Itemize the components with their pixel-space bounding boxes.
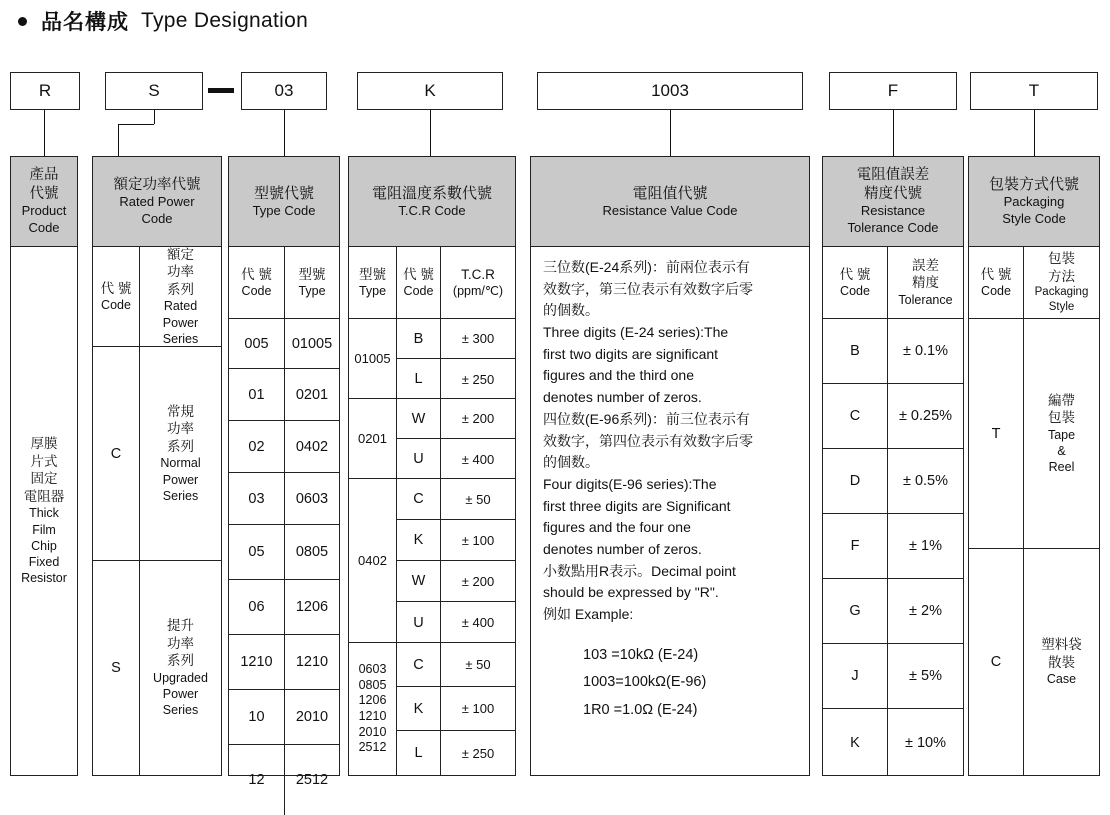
table-row xyxy=(396,643,515,687)
header-en-line1: Packaging xyxy=(1003,194,1065,210)
desc-line: Three digits (E-24 series):The xyxy=(543,324,729,341)
type-code-cell: 005 xyxy=(244,335,269,352)
example-line: 1003=100kΩ(E-96) xyxy=(583,674,707,691)
desc-line: figures and the third one xyxy=(543,367,694,384)
resistance-header xyxy=(531,157,809,247)
sub-en: Tolerance xyxy=(898,292,953,307)
sub-cn: 方法 xyxy=(1048,268,1075,284)
sub-en: Series xyxy=(162,331,199,346)
code-box-product xyxy=(10,72,80,110)
table-row xyxy=(229,421,339,473)
tolerance-code-cell: C xyxy=(849,408,861,424)
row-cn: 提升 xyxy=(167,618,194,634)
sub-cn: 代 號 xyxy=(100,280,132,296)
type-name-cell: 0805 xyxy=(284,525,339,579)
type-name-cell: 1210 xyxy=(284,635,339,689)
header-cn: 型號代號 xyxy=(253,184,314,202)
subheader-type xyxy=(284,247,339,318)
packaging-row-case xyxy=(969,549,1099,775)
type-code-cell: 03 xyxy=(248,490,265,507)
header-cn: 包裝方式代號 xyxy=(988,176,1079,194)
table-row xyxy=(229,635,339,690)
code-box-type xyxy=(241,72,327,110)
connector xyxy=(1034,124,1035,156)
column-tolerance-code xyxy=(822,156,964,776)
group-rows xyxy=(396,399,515,478)
header-cn-line2: 代號 xyxy=(29,185,59,202)
subheader-code xyxy=(823,247,887,318)
body-en: Resistor xyxy=(21,571,67,586)
table-row xyxy=(396,399,515,439)
group-rows xyxy=(396,479,515,642)
connector xyxy=(154,110,155,124)
group-type-line: 2512 xyxy=(358,740,387,755)
tcr-code-cell: L xyxy=(396,731,440,775)
sub-cn: 系列 xyxy=(167,281,194,297)
tcr-value-cell: ± 250 xyxy=(440,359,515,399)
type-name-cell: 0201 xyxy=(284,369,339,420)
row-en: Reel xyxy=(1048,460,1075,475)
tcr-value-cell: ± 50 xyxy=(440,643,515,686)
row-en: Series xyxy=(162,703,199,718)
column-tcr-code xyxy=(348,156,516,776)
code-box-packaging xyxy=(970,72,1098,110)
page-title xyxy=(18,6,308,36)
table-row xyxy=(823,644,963,709)
subheader-tolerance xyxy=(887,247,963,318)
group-rows xyxy=(396,643,515,775)
column-product-code xyxy=(10,156,78,776)
desc-line: 的個数。 xyxy=(543,454,599,471)
group-type-line: 1210 xyxy=(358,709,387,723)
header-en-line2: Style Code xyxy=(1002,211,1066,227)
rated-power-row-normal xyxy=(93,347,221,561)
type-name-cell: 01005 xyxy=(284,319,339,368)
row-en: Normal xyxy=(160,456,201,471)
sub-cn: T.C.R xyxy=(461,266,495,282)
desc-line: first two digits are significant xyxy=(543,345,719,362)
tcr-value-cell: ± 300 xyxy=(440,319,515,358)
row-en: Power xyxy=(162,687,199,702)
table-row xyxy=(396,602,515,643)
type-subheader xyxy=(229,247,339,319)
body-en: Film xyxy=(32,522,56,537)
header-en-line2: Tolerance Code xyxy=(847,220,939,236)
row-en: Power xyxy=(162,472,199,487)
sub-en: Power xyxy=(162,315,199,330)
tcr-value-cell: ± 200 xyxy=(440,561,515,601)
column-rated-power-code xyxy=(92,156,222,776)
title-chinese: 品名構成 xyxy=(41,11,129,34)
desc-line: figures and the four one xyxy=(543,519,691,536)
packaging-subheader xyxy=(969,247,1099,319)
tcr-group-large xyxy=(349,643,515,775)
connector xyxy=(44,128,45,156)
sub-cn: 誤差 xyxy=(912,257,939,273)
desc-line: should be expressed by "R". xyxy=(543,584,719,601)
table-row xyxy=(396,479,515,520)
body-cn: 固定 xyxy=(30,471,58,487)
subheader-code xyxy=(93,247,139,346)
tcr-header xyxy=(349,157,515,247)
tolerance-value-cell: ± 10% xyxy=(887,709,963,776)
rated-power-row-upgraded xyxy=(93,561,221,775)
tcr-code-cell: W xyxy=(396,399,440,438)
sub-cn: 型號 xyxy=(359,266,386,282)
column-resistance-value-code xyxy=(530,156,810,776)
table-row xyxy=(229,745,339,815)
tolerance-value-cell: ± 0.1% xyxy=(887,319,963,383)
table-row xyxy=(396,319,515,359)
sub-en: Style xyxy=(1048,301,1075,314)
packaging-code-cell: C xyxy=(990,654,1002,670)
row-series xyxy=(139,347,221,560)
code-value: 03 xyxy=(274,81,294,100)
row-code: C xyxy=(110,445,122,462)
body-cn: 電阻器 xyxy=(23,488,65,504)
sub-en: Code xyxy=(241,284,272,299)
desc-line: denotes number of zeros. xyxy=(543,389,702,406)
connector xyxy=(430,124,431,156)
type-name-cell: 0603 xyxy=(284,473,339,524)
title-english: Type Designation xyxy=(141,9,309,32)
header-cn-line1: 電阻值誤差 xyxy=(856,167,930,184)
tcr-code-cell: B xyxy=(396,319,440,358)
tcr-code-cell: C xyxy=(396,643,440,686)
table-row xyxy=(823,579,963,644)
header-en-line2: Code xyxy=(28,220,60,236)
code-value: 1003 xyxy=(651,81,689,100)
row-cn: 編帶 xyxy=(1048,392,1075,408)
sub-cn: 代 號 xyxy=(241,266,272,282)
sub-cn: 額定 xyxy=(167,246,194,262)
tolerance-value-cell: ± 2% xyxy=(887,579,963,643)
tcr-group-0201 xyxy=(349,399,515,479)
tolerance-code-cell: F xyxy=(850,538,860,554)
tcr-code-cell: C xyxy=(396,479,440,519)
body-cn: 厚膜 xyxy=(30,436,58,452)
subheader-code xyxy=(969,247,1023,318)
header-en-line2: Code xyxy=(141,210,173,226)
packaging-header xyxy=(969,157,1099,247)
example-line: 1R0 =1.0Ω (E-24) xyxy=(583,701,698,718)
row-cn: 常規 xyxy=(167,403,194,419)
table-row xyxy=(229,473,339,525)
header-cn: 額定功率代號 xyxy=(113,176,201,193)
tcr-value-cell: ± 400 xyxy=(440,602,515,643)
type-code-cell: 06 xyxy=(248,599,265,615)
desc-line: 四位数(E-96系列)：前三位表示有 xyxy=(543,410,750,427)
table-row xyxy=(396,359,515,399)
row-en: Case xyxy=(1046,672,1077,687)
group-type xyxy=(349,643,396,775)
header-en-line1: Rated Power xyxy=(119,194,195,210)
desc-line: denotes number of zeros. xyxy=(543,540,702,557)
header-cn-line1: 產品 xyxy=(29,167,59,184)
tcr-code-cell: K xyxy=(396,687,440,730)
tcr-code-cell: W xyxy=(396,561,440,601)
connector xyxy=(44,110,45,128)
row-en: & xyxy=(1057,443,1066,458)
row-cn: 功率 xyxy=(167,421,194,437)
group-type-line: 0603 xyxy=(358,662,387,677)
type-name-cell: 1206 xyxy=(284,580,339,634)
sub-en: Type xyxy=(298,284,326,299)
tolerance-code-cell: D xyxy=(849,473,861,489)
row-cn: 功率 xyxy=(167,635,194,651)
group-rows xyxy=(396,319,515,398)
rated-power-header xyxy=(93,157,221,247)
tolerance-code-cell: J xyxy=(851,668,859,684)
type-code-cell: 01 xyxy=(248,386,265,403)
code-value: T xyxy=(1028,81,1040,100)
table-row xyxy=(823,709,963,776)
tcr-subheader xyxy=(349,247,515,319)
group-type: 0201 xyxy=(358,431,387,446)
type-code-header xyxy=(229,157,339,247)
code-value: R xyxy=(38,81,52,100)
code-value: F xyxy=(887,81,899,100)
packaging-style-cell xyxy=(1023,319,1099,548)
sub-en: (ppm/℃) xyxy=(452,284,504,299)
tcr-value-cell: ± 200 xyxy=(440,399,515,438)
tolerance-value-cell: ± 5% xyxy=(887,644,963,708)
resistance-examples xyxy=(531,642,809,725)
header-cn: 電阻值代號 xyxy=(632,184,708,202)
sub-en: Code xyxy=(403,284,434,299)
row-en: Series xyxy=(162,488,199,503)
subheader-type xyxy=(349,247,396,318)
packaging-style-cell xyxy=(1023,549,1099,775)
sub-cn: 型號 xyxy=(298,266,326,282)
tolerance-code-cell: K xyxy=(850,734,860,751)
row-cn: 塑料袋 xyxy=(1041,637,1082,653)
tolerance-value-cell: ± 0.25% xyxy=(887,384,963,448)
dash-separator xyxy=(208,88,234,93)
type-code-cell: 02 xyxy=(248,438,265,455)
code-value: S xyxy=(148,81,160,100)
group-type-line: 2010 xyxy=(358,724,387,739)
type-code-cell: 12 xyxy=(248,772,265,788)
product-code-header xyxy=(11,157,77,247)
resistance-description xyxy=(531,247,809,626)
table-row xyxy=(396,687,515,731)
sub-cn: 功率 xyxy=(167,264,194,280)
sub-en: Code xyxy=(981,284,1011,299)
table-row xyxy=(823,514,963,579)
tolerance-value-cell: ± 1% xyxy=(887,514,963,578)
desc-line: 例如 Example: xyxy=(543,606,634,622)
tcr-code-cell: K xyxy=(396,520,440,560)
table-row xyxy=(396,439,515,479)
body-en: Fixed xyxy=(28,555,60,570)
table-row xyxy=(396,520,515,561)
desc-line: 效数字，第三位表示有效数字后零 xyxy=(543,280,753,297)
subheader-tcr xyxy=(440,247,515,318)
connector xyxy=(284,124,285,156)
sub-cn: 包裝 xyxy=(1048,251,1075,267)
type-code-cell: 1210 xyxy=(240,654,273,670)
subheader-series xyxy=(139,247,221,346)
desc-line: 小数點用R表示。Decimal point xyxy=(543,562,736,579)
sub-en: Type xyxy=(358,284,387,299)
connector xyxy=(284,110,285,124)
header-en: T.C.R Code xyxy=(398,202,466,218)
example-line: 103 =10kΩ (E-24) xyxy=(583,646,699,663)
table-row xyxy=(229,690,339,745)
row-code: S xyxy=(111,660,121,676)
sub-en: Packaging xyxy=(1034,286,1089,299)
sub-en: Code xyxy=(840,284,870,299)
tcr-group-01005 xyxy=(349,319,515,399)
connector xyxy=(670,110,671,124)
sub-cn: 精度 xyxy=(912,275,939,291)
code-box-resistance xyxy=(537,72,803,110)
desc-line: 三位数(E-24系列)：前兩位表示有 xyxy=(543,259,750,275)
tcr-value-cell: ± 100 xyxy=(440,520,515,560)
code-box-tolerance xyxy=(829,72,957,110)
tcr-code-cell: L xyxy=(396,359,440,399)
type-name-cell: 2010 xyxy=(284,690,339,744)
table-row xyxy=(396,731,515,775)
tcr-group-0402 xyxy=(349,479,515,643)
tcr-value-cell: ± 50 xyxy=(440,479,515,519)
body-en: Thick xyxy=(29,506,59,521)
desc-line: 效数字，第四位表示有效数字后零 xyxy=(543,432,753,449)
rated-power-subheader xyxy=(93,247,221,347)
connector xyxy=(893,110,894,124)
sub-cn: 代 號 xyxy=(403,266,434,282)
table-row xyxy=(229,580,339,635)
tcr-value-cell: ± 400 xyxy=(440,439,515,479)
packaging-row-tape xyxy=(969,319,1099,549)
tolerance-header xyxy=(823,157,963,247)
code-box-rated-power xyxy=(105,72,203,110)
table-row xyxy=(229,319,339,369)
table-row xyxy=(396,561,515,602)
tcr-value-cell: ± 250 xyxy=(440,731,515,775)
header-en: Resistance Value Code xyxy=(602,202,738,218)
tcr-code-cell: U xyxy=(396,602,440,643)
code-box-tcr xyxy=(357,72,503,110)
row-cn: 系列 xyxy=(167,653,194,669)
sub-en: Rated xyxy=(163,299,198,314)
row-cn: 散裝 xyxy=(1048,654,1075,670)
tcr-code-cell: U xyxy=(396,439,440,479)
table-row xyxy=(229,525,339,580)
group-type: 01005 xyxy=(354,351,391,366)
tcr-value-cell: ± 100 xyxy=(440,687,515,730)
code-value: K xyxy=(424,81,436,100)
header-en-line1: Product xyxy=(21,203,67,219)
type-code-cell: 10 xyxy=(248,709,265,725)
table-row xyxy=(823,449,963,514)
header-cn: 電阻溫度系數代號 xyxy=(371,184,492,202)
sub-cn: 代 號 xyxy=(839,266,871,282)
product-code-body xyxy=(11,247,77,775)
body-en: Chip xyxy=(31,538,57,553)
tolerance-code-cell: G xyxy=(849,603,861,619)
subheader-code xyxy=(396,247,440,318)
desc-line: first three digits are Significant xyxy=(543,497,731,514)
sub-en: Code xyxy=(101,298,131,313)
table-row xyxy=(823,384,963,449)
desc-line: Four digits(E-96 series):The xyxy=(543,475,717,492)
subheader-style xyxy=(1023,247,1099,318)
subheader-code xyxy=(229,247,284,318)
tolerance-subheader xyxy=(823,247,963,319)
group-type-line: 0805 xyxy=(358,677,387,692)
connector xyxy=(430,110,431,124)
body-cn: 片式 xyxy=(30,453,58,469)
type-name-cell: 0402 xyxy=(284,421,339,472)
header-en-line1: Resistance xyxy=(860,203,926,219)
row-en: Tape xyxy=(1047,427,1076,442)
connector xyxy=(118,124,154,125)
row-cn: 包裝 xyxy=(1048,410,1075,426)
type-name-cell: 2512 xyxy=(284,745,339,815)
header-cn-line2: 精度代號 xyxy=(864,185,922,202)
connector xyxy=(118,124,119,156)
tolerance-value-cell: ± 0.5% xyxy=(887,449,963,513)
type-code-cell: 05 xyxy=(248,544,265,560)
desc-line: 的個数。 xyxy=(543,302,599,319)
group-type: 0402 xyxy=(358,553,387,568)
column-type-code xyxy=(228,156,340,788)
packaging-code-cell: T xyxy=(991,425,1001,442)
header-en: Type Code xyxy=(252,202,316,218)
group-type-line: 1206 xyxy=(358,693,387,708)
connector xyxy=(670,124,671,156)
row-en: Upgraded xyxy=(153,670,208,685)
table-row xyxy=(823,319,963,384)
sub-cn: 代 號 xyxy=(980,266,1012,282)
tolerance-code-cell: B xyxy=(850,343,860,359)
table-row xyxy=(229,369,339,421)
row-series xyxy=(139,561,221,775)
connector xyxy=(1034,110,1035,124)
connector xyxy=(893,124,894,156)
column-packaging-code xyxy=(968,156,1100,776)
bullet-icon xyxy=(18,17,27,26)
row-cn: 系列 xyxy=(167,438,194,454)
